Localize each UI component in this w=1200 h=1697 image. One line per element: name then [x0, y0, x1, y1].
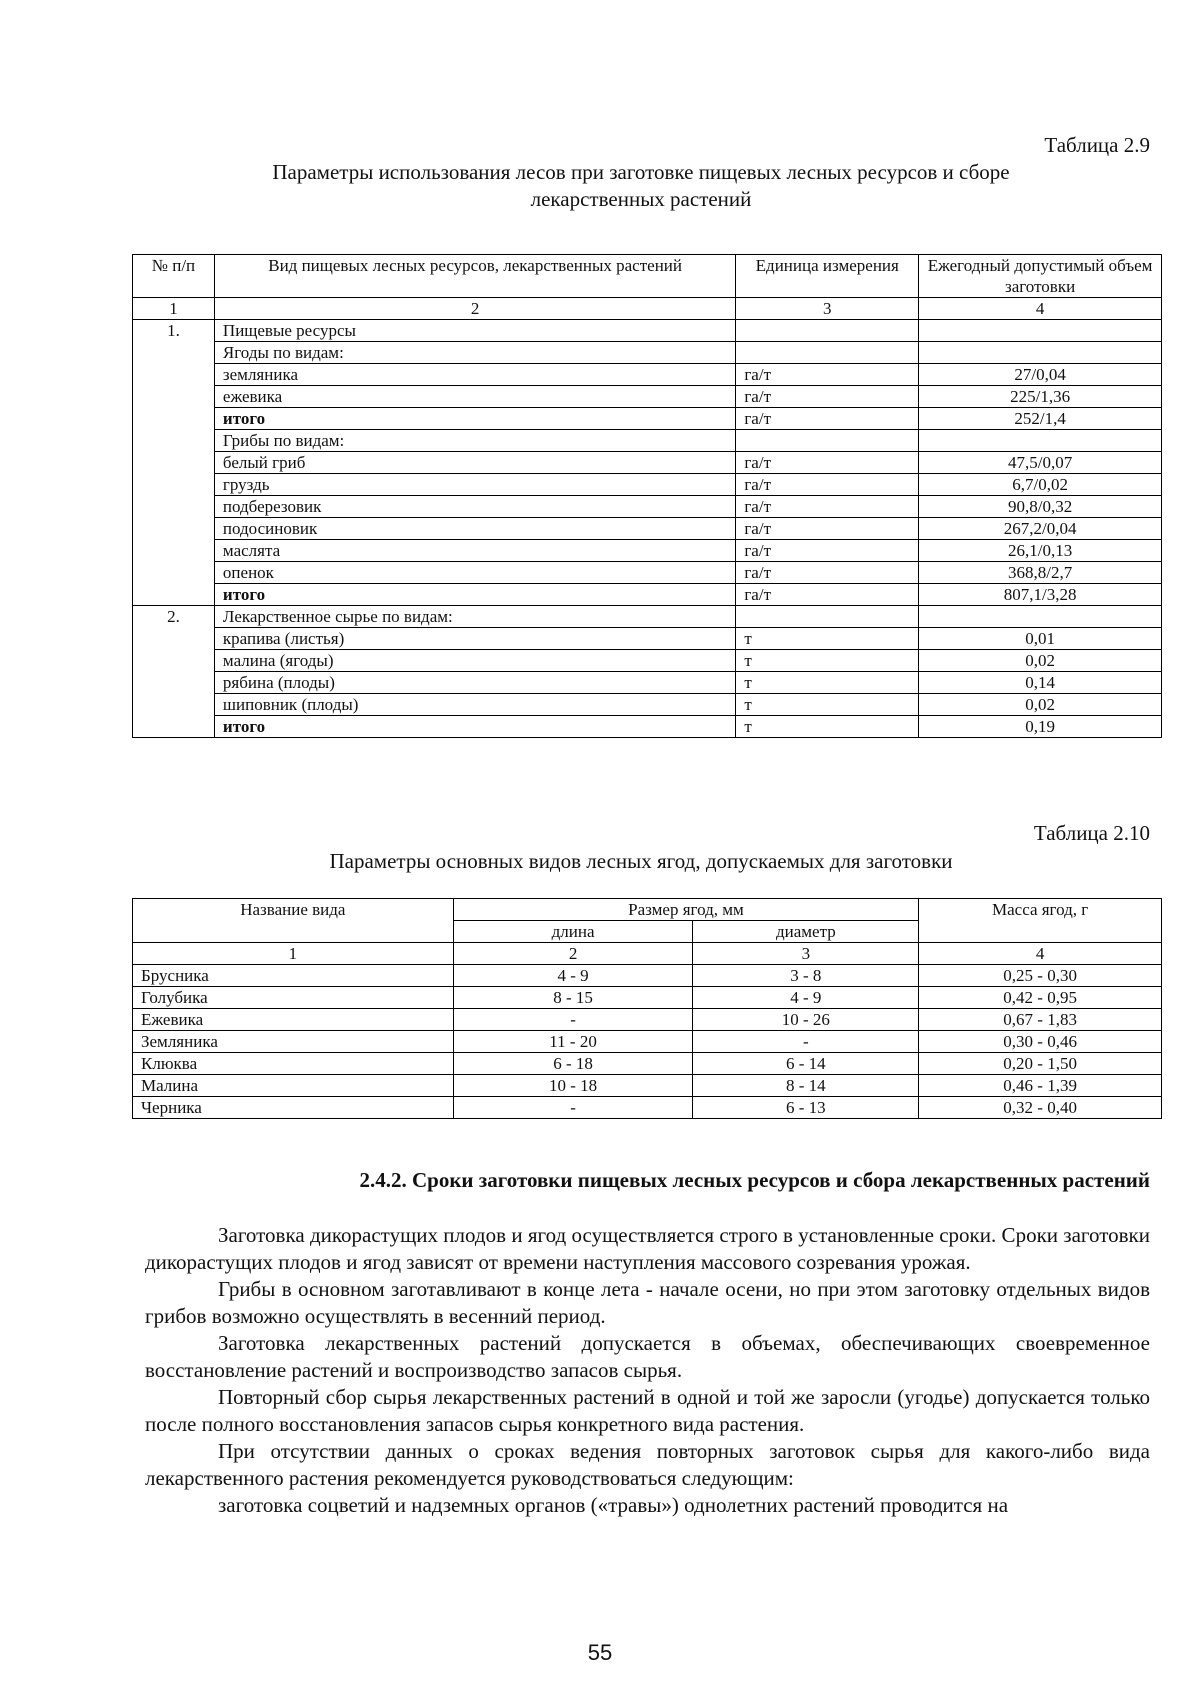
column-number: 2 [453, 943, 693, 965]
table-row [133, 452, 1162, 474]
row-volume: 90,8/0,32 [919, 496, 1162, 518]
table-row [133, 408, 1162, 430]
body-paragraph: Заготовка лекарственных растений допускается в объемах, обеспечивающих своевременное восстановление растений и воспроизводство запасов сырья. [145, 1331, 1150, 1382]
table-row [133, 342, 1162, 364]
column-number: 3 [693, 943, 919, 965]
row-number: 1. [133, 320, 215, 342]
table-2-10-label: Таблица 2.10 [1033, 821, 1150, 845]
table-row [133, 562, 1162, 584]
row-resource-name: крапива (листья) [214, 628, 735, 650]
row-length: 10 - 18 [453, 1075, 693, 1097]
row-mass: 0,32 - 0,40 [919, 1097, 1162, 1119]
table-row [133, 1053, 1162, 1075]
header-resource: Вид пищевых лесных ресурсов, лекарственных растений [214, 255, 735, 298]
row-unit: га/т [736, 474, 919, 496]
table-2-9-title [132, 159, 1150, 213]
body-text [145, 1222, 1150, 1519]
row-resource-name: итого [214, 716, 735, 738]
row-number [133, 518, 215, 540]
header-number: № п/п [133, 255, 215, 298]
row-resource-name: итого [214, 408, 735, 430]
row-number [133, 474, 215, 496]
row-volume: 252/1,4 [919, 408, 1162, 430]
header-volume: Ежегодный допустимый объем заготовки [919, 255, 1162, 298]
table-row [133, 987, 1162, 1009]
row-number [133, 628, 215, 650]
column-number: 1 [133, 298, 215, 320]
row-number [133, 386, 215, 408]
row-volume: 225/1,36 [919, 386, 1162, 408]
row-number [133, 672, 215, 694]
table-row [133, 1031, 1162, 1053]
row-resource-name: маслята [214, 540, 735, 562]
column-number: 3 [736, 298, 919, 320]
berry-parameters-table [132, 898, 1162, 1119]
table-row [133, 496, 1162, 518]
row-unit: т [736, 650, 919, 672]
row-volume [919, 606, 1162, 628]
row-mass: 0,25 - 0,30 [919, 965, 1162, 987]
table-header-row [133, 899, 1162, 921]
body-paragraph: Грибы в основном заготавливают в конце лета - начале осени, но при этом заготовку отдельных видов грибов возможно осуществлять в весенний период. [145, 1277, 1150, 1328]
row-resource-name: земляника [214, 364, 735, 386]
row-number [133, 430, 215, 452]
table-row [133, 364, 1162, 386]
body-paragraph: При отсутствии данных о сроках ведения повторных заготовок сырья для какого-либо вида лекарственного растения рекомендуется руководствоваться следующим: [145, 1439, 1150, 1490]
row-number [133, 342, 215, 364]
table-row [133, 965, 1162, 987]
table-row [133, 584, 1162, 606]
row-number: 2. [133, 606, 215, 628]
page-number: 55 [587, 1640, 613, 1665]
row-resource-name: Пищевые ресурсы [214, 320, 735, 342]
table-2-9-title-line2: лекарственных растений [530, 187, 752, 211]
table-row [133, 474, 1162, 496]
row-mass: 0,42 - 0,95 [919, 987, 1162, 1009]
row-resource-name: Грибы по видам: [214, 430, 735, 452]
row-unit: га/т [736, 518, 919, 540]
row-unit: т [736, 716, 919, 738]
row-unit: га/т [736, 386, 919, 408]
row-unit [736, 430, 919, 452]
row-length: 4 - 9 [453, 965, 693, 987]
table-2-10-title: Параметры основных видов лесных ягод, допускаемых для заготовки [329, 849, 953, 873]
row-unit: га/т [736, 364, 919, 386]
row-volume: 0,01 [919, 628, 1162, 650]
table-row [133, 430, 1162, 452]
table-row [133, 320, 1162, 342]
table-row [133, 672, 1162, 694]
row-resource-name: подберезовик [214, 496, 735, 518]
row-resource-name: малина (ягоды) [214, 650, 735, 672]
row-species: Земляника [133, 1031, 454, 1053]
row-volume: 807,1/3,28 [919, 584, 1162, 606]
row-number [133, 452, 215, 474]
row-resource-name: итого [214, 584, 735, 606]
row-volume: 267,2/0,04 [919, 518, 1162, 540]
table-row [133, 1009, 1162, 1031]
row-length: 11 - 20 [453, 1031, 693, 1053]
section-heading: 2.4.2. Сроки заготовки пищевых лесных ресурсов и сбора лекарственных растений [359, 1168, 1150, 1192]
table-column-numbers-row [133, 943, 1162, 965]
table-row [133, 518, 1162, 540]
row-diameter: 6 - 14 [693, 1053, 919, 1075]
table-row [133, 1075, 1162, 1097]
table-row [133, 716, 1162, 738]
row-resource-name: белый гриб [214, 452, 735, 474]
row-unit: га/т [736, 584, 919, 606]
row-resource-name: шиповник (плоды) [214, 694, 735, 716]
row-diameter: 10 - 26 [693, 1009, 919, 1031]
row-diameter: 3 - 8 [693, 965, 919, 987]
header-berry-size: Размер ягод, мм [453, 899, 919, 921]
row-length: - [453, 1009, 693, 1031]
row-number [133, 716, 215, 738]
table-row [133, 606, 1162, 628]
row-species: Черника [133, 1097, 454, 1119]
row-number [133, 364, 215, 386]
row-volume: 47,5/0,07 [919, 452, 1162, 474]
row-diameter: 8 - 14 [693, 1075, 919, 1097]
row-species: Голубика [133, 987, 454, 1009]
header-species: Название вида [133, 899, 454, 943]
column-number: 2 [214, 298, 735, 320]
row-resource-name: ежевика [214, 386, 735, 408]
table-header-row [133, 255, 1162, 298]
row-length: 6 - 18 [453, 1053, 693, 1075]
row-resource-name: рябина (плоды) [214, 672, 735, 694]
row-species: Брусника [133, 965, 454, 987]
table-row [133, 650, 1162, 672]
body-paragraph: Заготовка дикорастущих плодов и ягод осуществляется строго в установленные сроки. Сроки заготовки дикорастущих плодов и ягод зависят от времени наступления массового созревания урожая. [145, 1223, 1150, 1274]
table-2-9-label: Таблица 2.9 [1044, 133, 1150, 157]
table-2-9-title-line1: Параметры использования лесов при заготовке пищевых лесных ресурсов и сборе [272, 160, 1010, 184]
row-unit [736, 320, 919, 342]
row-species: Клюква [133, 1053, 454, 1075]
row-volume [919, 320, 1162, 342]
row-volume: 0,02 [919, 650, 1162, 672]
header-diameter: диаметр [693, 921, 919, 943]
body-paragraph: заготовка соцветий и надземных органов («травы») однолетних растений проводится на [218, 1493, 1009, 1517]
table-row [133, 1097, 1162, 1119]
table-row [133, 386, 1162, 408]
row-unit [736, 606, 919, 628]
row-resource-name: груздь [214, 474, 735, 496]
row-species: Малина [133, 1075, 454, 1097]
column-number: 4 [919, 943, 1162, 965]
row-mass: 0,67 - 1,83 [919, 1009, 1162, 1031]
row-number [133, 540, 215, 562]
row-resource-name: Лекарственное сырье по видам: [214, 606, 735, 628]
row-mass: 0,46 - 1,39 [919, 1075, 1162, 1097]
header-unit: Единица измерения [736, 255, 919, 298]
column-number: 4 [919, 298, 1162, 320]
table-body [133, 320, 1162, 738]
row-unit: т [736, 694, 919, 716]
forest-resources-table [132, 254, 1162, 738]
row-diameter: 6 - 13 [693, 1097, 919, 1119]
table-row [133, 694, 1162, 716]
row-volume [919, 430, 1162, 452]
row-number [133, 408, 215, 430]
row-unit: т [736, 672, 919, 694]
row-number [133, 496, 215, 518]
row-volume: 0,14 [919, 672, 1162, 694]
row-number [133, 584, 215, 606]
row-mass: 0,30 - 0,46 [919, 1031, 1162, 1053]
row-resource-name: подосиновик [214, 518, 735, 540]
row-volume: 368,8/2,7 [919, 562, 1162, 584]
row-volume: 26,1/0,13 [919, 540, 1162, 562]
row-number [133, 562, 215, 584]
row-volume: 0,19 [919, 716, 1162, 738]
row-volume [919, 342, 1162, 364]
row-volume: 27/0,04 [919, 364, 1162, 386]
row-unit: т [736, 628, 919, 650]
row-volume: 0,02 [919, 694, 1162, 716]
row-unit: га/т [736, 408, 919, 430]
row-unit: га/т [736, 496, 919, 518]
row-mass: 0,20 - 1,50 [919, 1053, 1162, 1075]
table-row [133, 540, 1162, 562]
column-number: 1 [133, 943, 454, 965]
row-unit: га/т [736, 540, 919, 562]
body-paragraph: Повторный сбор сырья лекарственных растений в одной и той же заросли (угодье) допускается только после полного восстановления запасов сырья конкретного вида растения. [145, 1385, 1150, 1436]
row-volume: 6,7/0,02 [919, 474, 1162, 496]
row-length: - [453, 1097, 693, 1119]
header-berry-mass: Масса ягод, г [919, 899, 1162, 943]
row-unit: га/т [736, 452, 919, 474]
row-number [133, 694, 215, 716]
row-unit: га/т [736, 562, 919, 584]
table-body [133, 965, 1162, 1119]
row-resource-name: Ягоды по видам: [214, 342, 735, 364]
table-row [133, 628, 1162, 650]
row-diameter: - [693, 1031, 919, 1053]
header-length: длина [453, 921, 693, 943]
table-column-numbers-row [133, 298, 1162, 320]
row-resource-name: опенок [214, 562, 735, 584]
row-length: 8 - 15 [453, 987, 693, 1009]
row-diameter: 4 - 9 [693, 987, 919, 1009]
row-unit [736, 342, 919, 364]
row-number [133, 650, 215, 672]
row-species: Ежевика [133, 1009, 454, 1031]
